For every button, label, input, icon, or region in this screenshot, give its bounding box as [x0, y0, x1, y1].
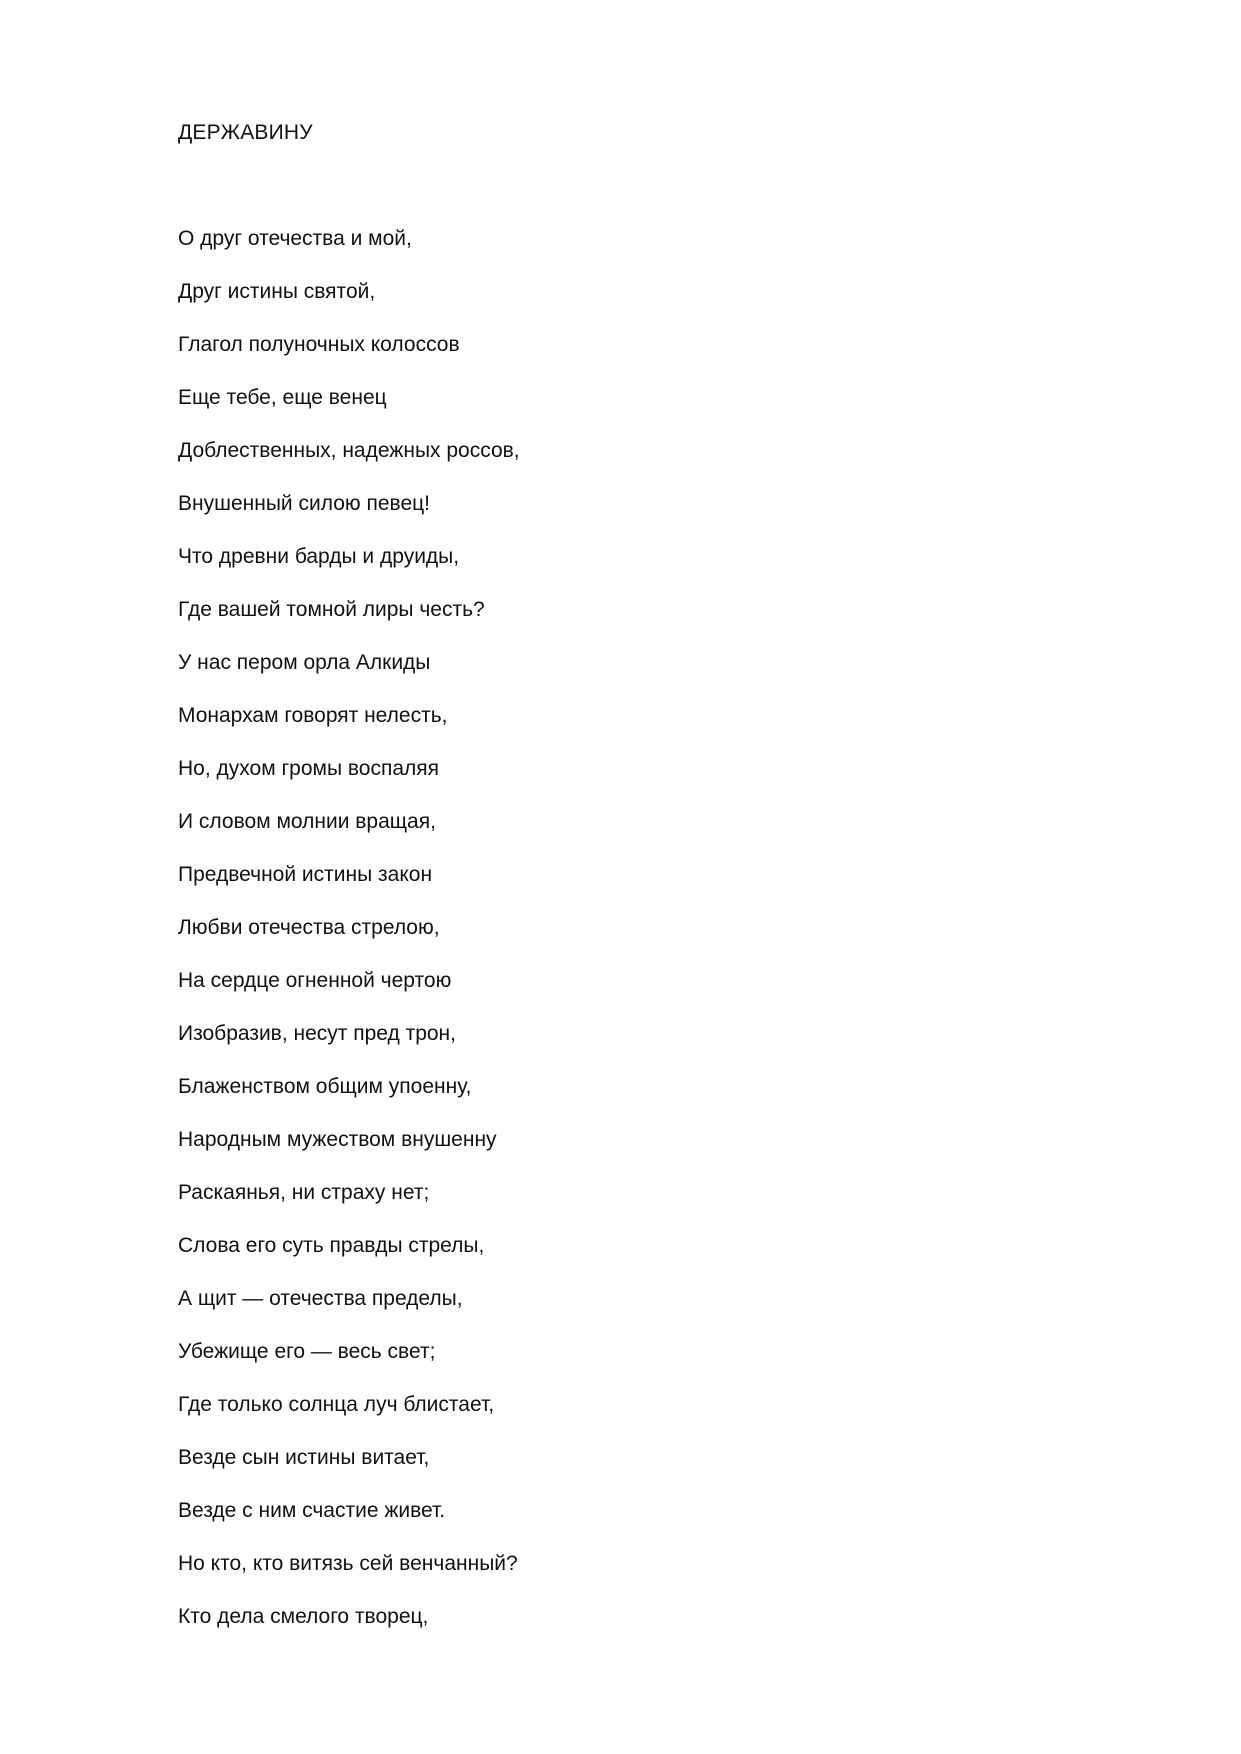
poem-line: Где только солнца луч блистает, [178, 1393, 495, 1416]
poem-line: Но, духом громы воспаляя [178, 757, 440, 780]
poem-line: Но кто, кто витязь сей венчанный? [178, 1552, 518, 1575]
poem-line: Везде сын истины витает, [178, 1446, 430, 1469]
poem-line: Кто дела смелого творец, [178, 1605, 429, 1628]
poem-line: Слова его суть правды стрелы, [178, 1234, 485, 1257]
poem-line: Народным мужеством внушенну [178, 1128, 497, 1151]
poem-line: Внушенный силою певец! [178, 492, 430, 515]
poem-line: Любви отечества стрелою, [178, 916, 440, 939]
poem-line: Везде с ним счастие живет. [178, 1499, 446, 1522]
poem-line: Глагол полуночных колоссов [178, 333, 460, 356]
poem-line: Что древни барды и друиды, [178, 545, 460, 568]
poem-line: Блаженством общим упоенну, [178, 1075, 472, 1098]
poem-body [178, 225, 520, 1656]
poem-line: Где вашей томной лиры честь? [178, 598, 485, 621]
poem-line: О друг отечества и мой, [178, 227, 412, 250]
poem-line: Доблественных, надежных россов, [178, 439, 520, 462]
poem-line: У нас пером орла Алкиды [178, 651, 431, 674]
poem-line: Друг истины святой, [178, 280, 376, 303]
poem-title: ДЕРЖАВИНУ [178, 121, 313, 144]
poem-line: На сердце огненной чертою [178, 969, 452, 992]
poem-line: Изобразив, несут пред трон, [178, 1022, 456, 1045]
poem-line: Предвечной истины закон [178, 863, 433, 886]
poem-line: Раскаянья, ни страху нет; [178, 1181, 430, 1204]
poem-line: Монархам говорят нелесть, [178, 704, 448, 727]
poem-line: И словом молнии вращая, [178, 810, 436, 833]
poem-line: А щит — отечества пределы, [178, 1287, 463, 1310]
poem-line: Убежище его — весь свет; [178, 1340, 436, 1363]
poem-line: Еще тебе, еще венец [178, 386, 387, 409]
